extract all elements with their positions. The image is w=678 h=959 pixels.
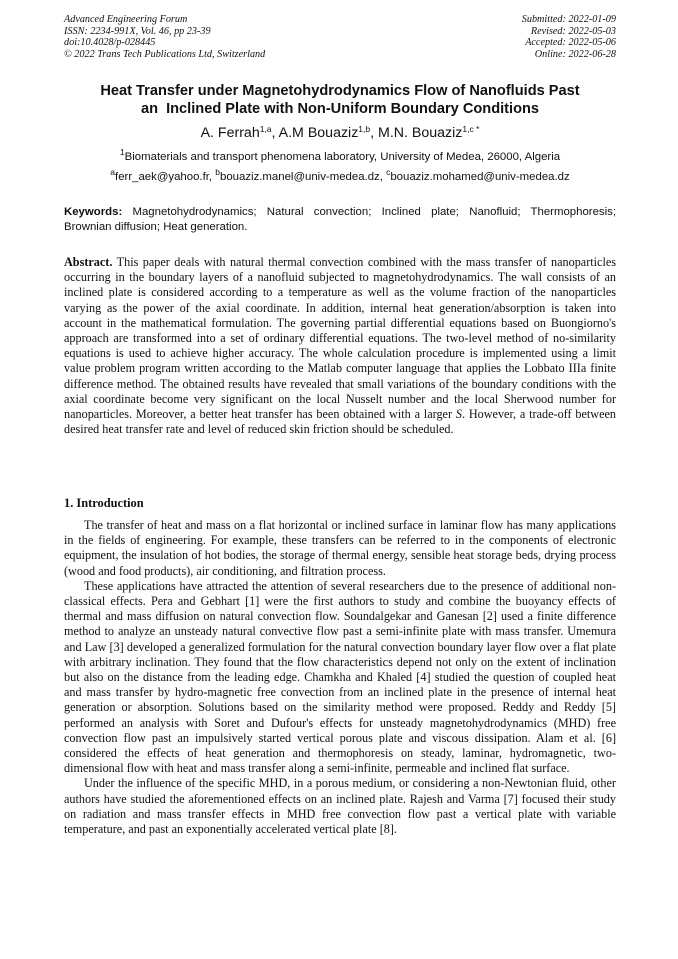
paragraph: These applications have attracted the attention of several researchers due to the presence of additional non-classical effects. Pera and Gebhart [1] were the first authors to study and combine the buoyancy effects of thermal and mass diffusion on natural convection flow. Soundalgekar and Ganesan [2] used a finite difference method to analyze an unsteady natural convective flow past a semi-infinite plate with mass transfer. Umemura and Law [3] developed a generalized formulation for the natural convection boundary layer flow over a flat plate with arbitrary inclination. They found that the flow characteristics depend not only on the extent of inclination but also on the distance from the leading edge. Chamkha and Khaled [4] studied the question of coupled heat and mass transfer by hydro-magnetic free convection from an inclined plate in the presence of internal heat generation or absorption. Solutions based on the similarity method were proposed. Reddy and Reddy [5] performed an analysis with Soret and Dufour's effects for unsteady magnetohydrodynamics (MHD) free convection flow past an impulsively started vertical porous plate and viscous dissipation. Alam et al. [6] considered the effects of heat generation and thermophoresis on steady, laminar, hydromagnetic, two-dimensional flow with heat and mass transfer along a semi-infinite, permeable and inclined flat surface.	[64, 578, 616, 776]
journal-name: Advanced Engineering Forum	[64, 14, 188, 25]
title-line-1: Heat Transfer under Magnetohydrodynamics Flow of Nanofluids Past	[100, 83, 580, 99]
affiliation-mark: 1	[119, 147, 125, 157]
email-mark: c	[386, 167, 391, 177]
email-link[interactable]: bouaziz.mohamed@univ-medea.dz	[390, 171, 570, 183]
email-mark: b	[215, 167, 220, 177]
issn-volume: ISSN: 2234-991X, Vol. 46, pp 23-39	[64, 25, 211, 37]
email-separator: ,	[379, 171, 387, 183]
author-emails	[64, 167, 616, 184]
paragraph: The transfer of heat and mass on a flat horizontal or inclined surface in laminar flow has many applications in the fields of engineering. For example, these transfers can be referred to in the components of electronic equipment, the insulation of hot bodies, the storage of thermal energy, sensible heat storage beds, drying process (wood and food products), air conditioning, and filtration process.	[64, 518, 616, 578]
doi: doi:10.4028/p-028445	[64, 37, 156, 49]
abstract-text-end: . However, a trade-off between desired heat transfer rate and level of reduced skin friction should be scheduled.	[64, 407, 616, 437]
author-name: A.M Bouaziz	[278, 125, 359, 141]
email-link[interactable]: ferr_aek@yahoo.fr	[115, 171, 209, 183]
introduction-body	[64, 518, 616, 837]
abstract-text: This paper deals with natural thermal convection combined with the mass transfer of nanoparticles occurring in the boundary layers of a nanofluid subjected to magnetohydrodynamics. The wall consists of an inclined plate is considered according to a temperature as well as the volume fraction of the nanoparticles varying as the power of the axial coordinate. In addition, internal heat generation/absorption is taken into account in the mathematical formulation. The governing partial differential equations based on Buongiorno's approach are transformed into a set of ordinary differential equations. The two-level method of no-similarity equations is used to achieve higher accuracy. The whole calculation procedure is implemented using a limit value problem program written according to the Matlab computer language that applies the Lobbato IIIa finite difference method. The obtained results have revealed that small variations of the boundary conditions with the axial coordinate become very significant on the local Nusselt number and the local Sherwood number for nanoparticles. Moreover, a better heat transfer has been obtained with a larger	[64, 255, 616, 422]
email-mark: a	[110, 167, 116, 177]
abstract-block	[64, 255, 616, 437]
paper-title	[64, 82, 616, 118]
affiliation	[64, 147, 616, 164]
online-date: Online: 2022-06-28	[534, 48, 616, 60]
copyright: © 2022 Trans Tech Publications Ltd, Switzerland	[64, 48, 266, 60]
abstract-symbol-s: S	[455, 407, 462, 422]
author-name: A. Ferrah	[200, 125, 260, 141]
keywords-text: Magnetohydrodynamics; Natural convection; Inclined plate; Nanofluid; Thermophoresis; Brownian diffusion; Heat generation.	[64, 206, 616, 233]
revised-date: Revised: 2022-05-03	[530, 25, 616, 37]
accepted-date: Accepted: 2022-05-06	[525, 37, 616, 49]
publication-dates	[416, 14, 616, 60]
author-affiliation-mark: 1,c *	[462, 124, 480, 134]
author-separator: ,	[271, 125, 279, 141]
affiliation-text: Biomaterials and transport phenomena laboratory, University of Medea, 26000, Algeria	[124, 151, 561, 163]
abstract-label: Abstract.	[64, 255, 113, 269]
keywords-block	[64, 205, 616, 235]
section-heading: 1. Introduction	[64, 496, 144, 510]
author-separator: ,	[370, 125, 379, 141]
journal-info	[64, 14, 364, 60]
author-affiliation-mark: 1,a	[259, 124, 272, 134]
email-separator: ,	[208, 171, 216, 183]
paragraph: Under the influence of the specific MHD, in a porous medium, or considering a non-Newtonian fluid, other authors have studied the aforementioned effects on an inclined plate. Rajesh and Varma [7] focused their study on radiation and mass transfer effects in MHD free convection flow past a vertical plate with variable temperature, and past an exponentially accelerated vertical plate [8].	[64, 776, 616, 837]
author-list	[64, 124, 616, 142]
author-name: M.N. Bouaziz	[378, 125, 463, 141]
keywords-label: Keywords:	[64, 206, 123, 218]
submitted-date: Submitted: 2022-01-09	[521, 14, 616, 25]
author-affiliation-mark: 1,b	[358, 124, 371, 134]
title-line-2: an Inclined Plate with Non-Uniform Boundary Conditions	[140, 101, 540, 117]
email-link[interactable]: bouaziz.manel@univ-medea.dz	[220, 171, 380, 183]
